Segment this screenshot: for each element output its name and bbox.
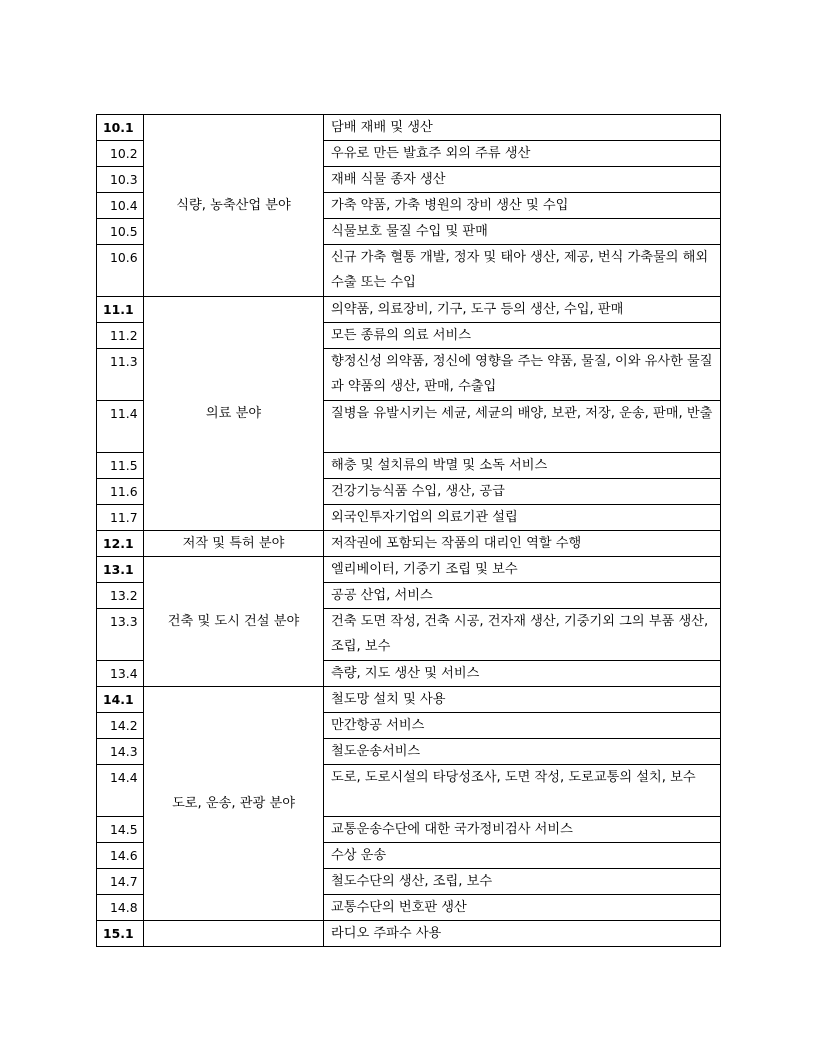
- item-description: 저작권에 포함되는 작품의 대리인 역할 수행: [324, 531, 721, 557]
- item-number: 14.2: [97, 713, 144, 739]
- item-number: 15.1: [97, 921, 144, 947]
- item-number: 10.3: [97, 167, 144, 193]
- table-row: [97, 115, 721, 141]
- item-description: 공공 산업, 서비스: [324, 583, 721, 609]
- item-description: 엘리베이터, 기중기 조립 및 보수: [324, 557, 721, 583]
- item-number: 14.5: [97, 817, 144, 843]
- table-row: [97, 531, 721, 557]
- item-description: 향정신성 의약품, 정신에 영향을 주는 약품, 물질, 이와 유사한 물질과 약품의 생산, 판매, 수출입: [324, 349, 721, 401]
- item-number: 10.5: [97, 219, 144, 245]
- category-cell: 건축 및 도시 건설 분야: [144, 557, 324, 687]
- item-description: 모든 종류의 의료 서비스: [324, 323, 721, 349]
- item-number: 11.6: [97, 479, 144, 505]
- item-description: 질병을 유발시키는 세균, 세균의 배양, 보관, 저장, 운송, 판매, 반출: [324, 401, 721, 453]
- item-description: 식물보호 물질 수입 및 판매: [324, 219, 721, 245]
- table-row: [97, 687, 721, 713]
- table-row: [97, 297, 721, 323]
- item-description: 라디오 주파수 사용: [324, 921, 721, 947]
- item-description: 신규 가축 혈통 개발, 정자 및 태아 생산, 제공, 번식 가축물의 해외 수출 또는 수입: [324, 245, 721, 297]
- item-number: 11.5: [97, 453, 144, 479]
- item-number: 12.1: [97, 531, 144, 557]
- item-number: 11.4: [97, 401, 144, 453]
- item-number: 11.1: [97, 297, 144, 323]
- item-number: 13.2: [97, 583, 144, 609]
- table-row: [97, 921, 721, 947]
- item-number: 13.3: [97, 609, 144, 661]
- item-description: 해충 및 설치류의 박멸 및 소독 서비스: [324, 453, 721, 479]
- item-number: 14.4: [97, 765, 144, 817]
- item-number: 10.6: [97, 245, 144, 297]
- category-cell: 의료 분야: [144, 297, 324, 531]
- category-cell: [144, 921, 324, 947]
- item-description: 교통수단의 번호판 생산: [324, 895, 721, 921]
- item-description: 건강기능식품 수입, 생산, 공급: [324, 479, 721, 505]
- category-cell: 식량, 농축산업 분야: [144, 115, 324, 297]
- item-description: 외국인투자기업의 의료기관 설립: [324, 505, 721, 531]
- item-description: 재배 식물 종자 생산: [324, 167, 721, 193]
- item-description: 교통운송수단에 대한 국가정비검사 서비스: [324, 817, 721, 843]
- item-description: 철도수단의 생산, 조립, 보수: [324, 869, 721, 895]
- item-description: 우유로 만든 발효주 외의 주류 생산: [324, 141, 721, 167]
- item-description: 가축 약품, 가축 병원의 장비 생산 및 수입: [324, 193, 721, 219]
- table-row: [97, 557, 721, 583]
- item-number: 14.8: [97, 895, 144, 921]
- item-number: 10.2: [97, 141, 144, 167]
- regulated-sectors-table: [96, 114, 721, 947]
- category-cell: 도로, 운송, 관광 분야: [144, 687, 324, 921]
- item-description: 수상 운송: [324, 843, 721, 869]
- item-number: 14.3: [97, 739, 144, 765]
- item-description: 건축 도면 작성, 건축 시공, 건자재 생산, 기중기외 그의 부품 생산, 조립, 보수: [324, 609, 721, 661]
- item-number: 13.4: [97, 661, 144, 687]
- item-description: 의약품, 의료장비, 기구, 도구 등의 생산, 수입, 판매: [324, 297, 721, 323]
- item-number: 14.7: [97, 869, 144, 895]
- item-number: 11.3: [97, 349, 144, 401]
- item-number: 11.7: [97, 505, 144, 531]
- item-description: 도로, 도로시설의 타당성조사, 도면 작성, 도로교통의 설치, 보수: [324, 765, 721, 817]
- item-description: 만간항공 서비스: [324, 713, 721, 739]
- item-description: 철도망 설치 및 사용: [324, 687, 721, 713]
- item-number: 10.1: [97, 115, 144, 141]
- category-cell: 저작 및 특허 분야: [144, 531, 324, 557]
- item-description: 측량, 지도 생산 및 서비스: [324, 661, 721, 687]
- item-number: 13.1: [97, 557, 144, 583]
- item-description: 담배 재배 및 생산: [324, 115, 721, 141]
- item-number: 10.4: [97, 193, 144, 219]
- item-number: 14.6: [97, 843, 144, 869]
- item-number: 14.1: [97, 687, 144, 713]
- item-description: 철도운송서비스: [324, 739, 721, 765]
- item-number: 11.2: [97, 323, 144, 349]
